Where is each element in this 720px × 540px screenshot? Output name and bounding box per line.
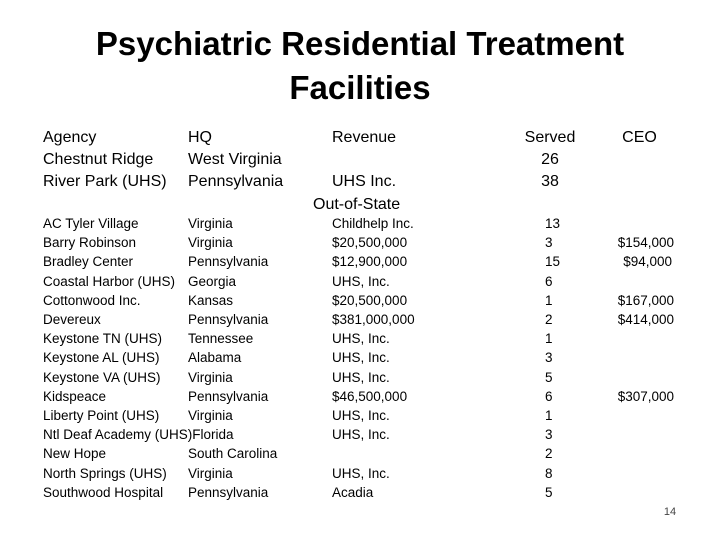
table-row-hq: Pennsylvania — [188, 484, 269, 500]
table-row-agency: Barry Robinson — [43, 235, 137, 251]
table-row-hq: Alabama — [188, 350, 242, 366]
table-row-served: 8 — [545, 465, 553, 481]
table-row-served: 38 — [541, 173, 559, 190]
table-row-revenue: Acadia — [332, 484, 374, 500]
table-row-hq: Pennsylvania — [188, 388, 269, 404]
table-row-served: 6 — [545, 388, 553, 404]
table-row-agency: Keystone VA (UHS) — [43, 369, 161, 385]
table-row-revenue: UHS, Inc. — [332, 369, 390, 385]
table-row-revenue: UHS, Inc. — [332, 408, 390, 423]
table-row-revenue: UHS, Inc. — [332, 465, 390, 481]
table-row-served: 13 — [545, 216, 561, 231]
table-row-ceo: $307,000 — [617, 388, 674, 404]
table-row-agency: Coastal Harbor (UHS) — [43, 273, 176, 289]
page-number: 14 — [663, 506, 677, 518]
table-row-revenue: Childhelp Inc. — [332, 216, 414, 231]
table-row-hq: South Carolina — [188, 446, 278, 462]
table-row-ceo: $94,000 — [623, 254, 672, 270]
title-line-2: Facilities — [289, 69, 431, 106]
table-row-ceo: $414,000 — [617, 312, 674, 327]
table-row-served: 3 — [545, 235, 553, 251]
table-row-served: 1 — [545, 292, 553, 308]
table-row-agency: Ntl Deaf Academy (UHS) — [43, 427, 193, 443]
table-row-revenue: UHS Inc. — [332, 173, 397, 190]
table-row-agency: Devereux — [43, 312, 101, 327]
table-row-agency: River Park (UHS) — [43, 173, 167, 190]
table-row-revenue: $46,500,000 — [332, 388, 408, 404]
table-row-agency: Southwood Hospital — [43, 484, 164, 500]
table-row-hq: Virginia — [188, 408, 233, 423]
title-line-1: Psychiatric Residential Treatment — [95, 25, 625, 62]
table-row-agency: Chestnut Ridge — [43, 151, 154, 168]
table-row-hq: Pennsylvania — [188, 254, 269, 270]
table-row-agency: Liberty Point (UHS) — [43, 408, 160, 423]
table-row-ceo: $154,000 — [617, 235, 674, 251]
header-agency: Agency — [43, 129, 97, 146]
table-row-agency-hq — [43, 425, 234, 444]
table-row-agency: Keystone TN (UHS) — [43, 331, 163, 347]
table-row-hq: Florida — [192, 427, 234, 443]
page-title — [0, 22, 720, 110]
table-row-hq: Pennsylvania — [188, 173, 284, 190]
table-row-hq: Virginia — [188, 465, 233, 481]
table-row-served: 26 — [541, 151, 559, 168]
table-row-revenue: $20,500,000 — [332, 235, 408, 251]
table-row-hq: Kansas — [188, 292, 234, 308]
table-row-revenue: $20,500,000 — [332, 292, 408, 308]
table-row-hq: Tennessee — [188, 331, 254, 347]
table-row-hq: Virginia — [188, 216, 233, 231]
table-row-served: 1 — [545, 408, 553, 423]
table-row-revenue: UHS, Inc. — [332, 273, 390, 289]
table-row-agency: AC Tyler Village — [43, 216, 139, 231]
table-row-hq: Georgia — [188, 273, 237, 289]
table-row-revenue: $12,900,000 — [332, 254, 408, 270]
header-served: Served — [524, 129, 576, 146]
table-row-agency: Kidspeace — [43, 388, 107, 404]
table-row-revenue: UHS, Inc. — [332, 331, 390, 347]
table-row-revenue: $381,000,000 — [332, 312, 415, 327]
table-row-agency: Bradley Center — [43, 254, 134, 270]
table-row-served: 15 — [545, 254, 561, 270]
table-row-served: 5 — [545, 369, 553, 385]
table-row-ceo: $167,000 — [617, 292, 674, 308]
table-row-served: 2 — [545, 312, 553, 327]
table-row-agency: Cottonwood Inc. — [43, 292, 141, 308]
table-row-agency: North Springs (UHS) — [43, 465, 167, 481]
table-row-agency: Keystone AL (UHS) — [43, 350, 160, 366]
table-row-agency: New Hope — [43, 446, 107, 462]
header-hq: HQ — [188, 129, 212, 146]
out-of-state-label: Out-of-State — [313, 196, 401, 213]
table-row-hq: Virginia — [188, 369, 233, 385]
table-row-served: 2 — [545, 446, 553, 462]
table-row-revenue: UHS, Inc. — [332, 427, 390, 443]
header-revenue: Revenue — [332, 129, 397, 146]
table-row-served: 3 — [545, 427, 553, 443]
header-ceo: CEO — [622, 129, 657, 146]
table-row-served: 5 — [545, 484, 553, 500]
table-row-hq: Virginia — [188, 235, 233, 251]
table-row-served: 6 — [545, 273, 553, 289]
table-row-hq: West Virginia — [188, 151, 282, 168]
table-row-served: 3 — [545, 350, 553, 366]
table-row-hq: Pennsylvania — [188, 312, 269, 327]
table-row-revenue: UHS, Inc. — [332, 350, 390, 366]
table-row-served: 1 — [545, 331, 553, 347]
